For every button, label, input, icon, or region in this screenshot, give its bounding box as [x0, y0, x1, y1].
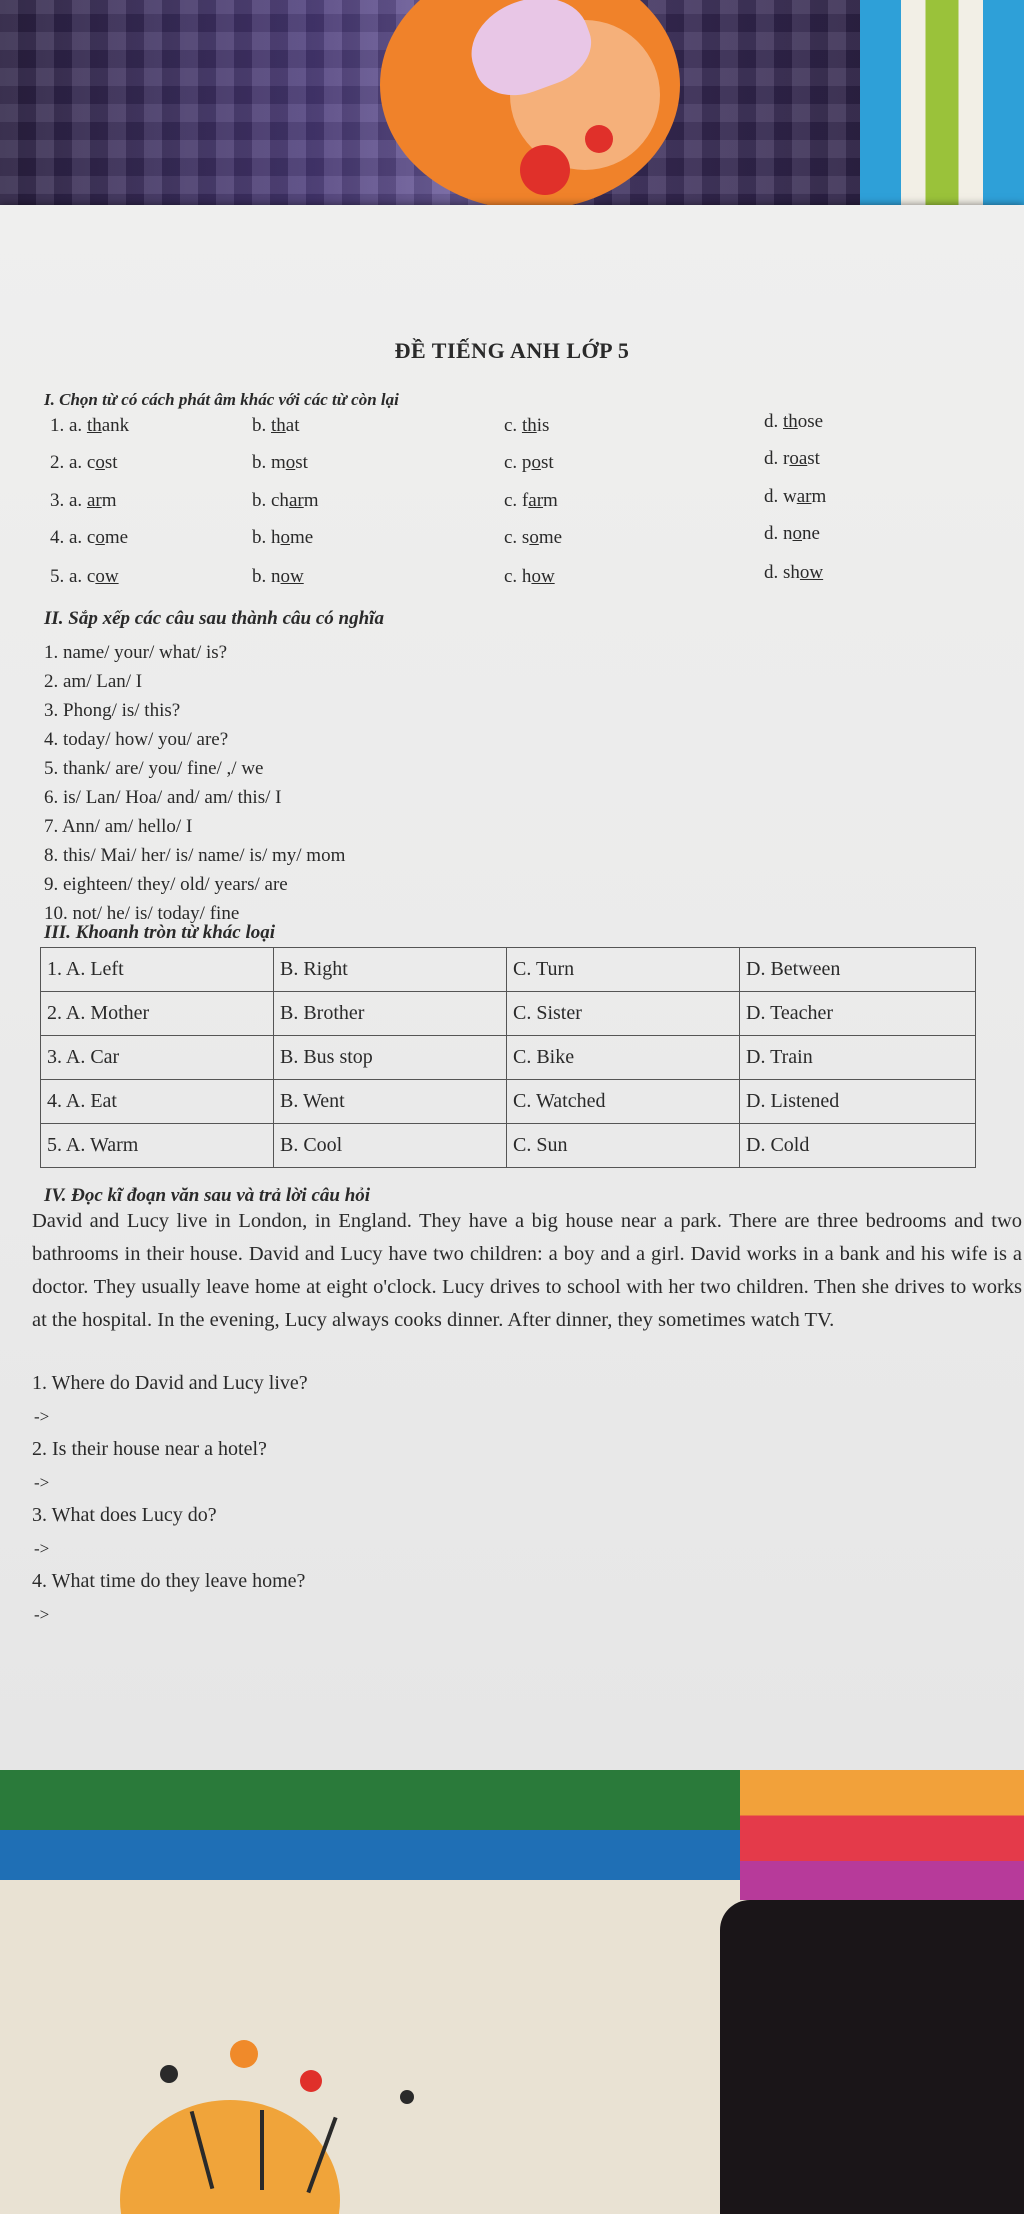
question: 3. What does Lucy do?	[32, 1504, 217, 1526]
odd-one-out-table	[40, 947, 976, 1168]
underlined-sound: ar	[86, 490, 102, 511]
option-text: c. s	[504, 527, 530, 548]
option-text: b.	[252, 415, 271, 436]
underlined-sound: o	[792, 523, 802, 544]
table-cell: C. Sun	[507, 1124, 740, 1168]
list-item: 9. eighteen/ they/ old/ years/ are	[44, 874, 288, 895]
option-text: 5. a. c	[50, 566, 96, 587]
option-text: c. h	[504, 566, 532, 587]
option-2-c	[504, 452, 554, 474]
underlined-sound: o	[95, 452, 105, 473]
underlined-sound: ar	[796, 486, 812, 507]
option-text: c.	[504, 415, 522, 436]
option-text: m	[303, 490, 319, 511]
underlined-sound: ow	[531, 566, 555, 587]
underlined-sound: th	[271, 415, 286, 436]
underlined-sound: o	[285, 452, 296, 473]
option-5-d	[764, 562, 823, 584]
decor-dot	[400, 2090, 414, 2104]
option-text: d. r	[764, 448, 790, 469]
answer-arrow: ->	[34, 1539, 50, 1558]
option-text: ank	[101, 415, 130, 436]
table-row	[41, 1124, 976, 1168]
reading-passage: David and Lucy live in London, in England. They have a big house near a park. There are three bedrooms and two bathrooms in their house. David and Lucy have two children: a boy and a girl. David works in a bank and his wife is a doctor. They usually leave home at eight o'clock. Lucy drives to school with her two children. Then she drives to works at the hospital. In the evening, Lucy always cooks dinner. After dinner, they sometimes watch TV.	[32, 1210, 1022, 1331]
section-1-heading: I. Chọn từ có cách phát âm khác với các từ còn lại	[44, 390, 399, 409]
cartoon-cheek-dot	[520, 145, 570, 195]
option-3-a	[50, 490, 116, 512]
option-2-d	[764, 448, 820, 470]
list-item: 3. Phong/ is/ this?	[44, 700, 181, 721]
option-1-a	[50, 415, 129, 437]
option-3-b	[252, 490, 318, 512]
option-text: at	[285, 415, 300, 436]
rainbow-stripes	[740, 1770, 1024, 1900]
table-cell: D. Train	[740, 1036, 976, 1080]
underlined-sound: o	[95, 527, 105, 548]
list-item: 8. this/ Mai/ her/ is/ name/ is/ my/ mom	[44, 845, 346, 866]
option-1-c	[504, 415, 549, 437]
option-text: d. n	[764, 523, 793, 544]
option-3-c	[504, 490, 558, 512]
option-text: 3. a.	[50, 490, 87, 511]
option-text: 4. a. c	[50, 527, 96, 548]
answer-arrow: ->	[34, 1605, 50, 1624]
option-3-d	[764, 486, 826, 508]
option-text: d. sh	[764, 562, 800, 583]
table-cell: C. Bike	[507, 1036, 740, 1080]
table-cell: 1. A. Left	[41, 948, 274, 992]
table-cell: C. Sister	[507, 992, 740, 1036]
question-list	[32, 1367, 308, 1631]
underlined-sound: o	[531, 452, 541, 473]
option-text: st	[104, 452, 118, 473]
background-fabric-top	[0, 0, 1024, 230]
option-text: 2. a. c	[50, 452, 96, 473]
underlined-sound: ow	[95, 566, 119, 587]
sun-ray	[260, 2110, 264, 2190]
section-2-heading: II. Sắp xếp các câu sau thành câu có nghĩa	[44, 608, 384, 629]
underlined-sound: ar	[288, 490, 304, 511]
option-5-a	[50, 566, 119, 588]
option-text: is	[536, 415, 550, 436]
option-text: me	[538, 527, 563, 548]
option-5-c	[504, 566, 555, 588]
page-title: ĐỀ TIẾNG ANH LỚP 5	[394, 338, 630, 363]
option-text: me	[290, 527, 314, 548]
decor-dot	[230, 2040, 258, 2068]
background-mat-bottom	[0, 1770, 1024, 2214]
option-4-b	[252, 527, 313, 549]
section-3-heading: III. Khoanh tròn từ khác loại	[44, 922, 276, 943]
underlined-sound: o	[280, 527, 290, 548]
option-1-d	[764, 411, 823, 433]
table-cell: D. Teacher	[740, 992, 976, 1036]
sun-drawing	[120, 2100, 340, 2214]
underlined-sound: o	[529, 527, 539, 548]
table-cell: 2. A. Mother	[41, 992, 274, 1036]
option-2-a	[50, 452, 118, 474]
option-text: b. ch	[252, 490, 289, 511]
table-cell: D. Between	[740, 948, 976, 992]
worksheet-paper	[0, 205, 1024, 1783]
table-cell: C. Turn	[507, 948, 740, 992]
option-text: m	[101, 490, 117, 511]
dark-cloth	[720, 1900, 1024, 2214]
option-text: st	[540, 452, 554, 473]
table-cell: D. Listened	[740, 1080, 976, 1124]
option-text: c. f	[504, 490, 529, 511]
option-text: me	[104, 527, 129, 548]
table-cell: B. Bus stop	[274, 1036, 507, 1080]
striped-fabric	[860, 0, 1024, 230]
option-text: st	[295, 452, 308, 473]
option-text: 1. a.	[50, 415, 87, 436]
option-text: ne	[802, 523, 820, 544]
underlined-sound: th	[783, 411, 798, 432]
underlined-sound: ar	[528, 490, 544, 511]
option-text: ose	[797, 411, 824, 432]
question: 1. Where do David and Lucy live?	[32, 1372, 308, 1394]
option-text: b. n	[252, 566, 281, 587]
table-row	[41, 992, 976, 1036]
cartoon-cheek-dot	[585, 125, 613, 153]
table-cell: 5. A. Warm	[41, 1124, 274, 1168]
underlined-sound: ow	[799, 562, 824, 583]
option-4-d	[764, 523, 820, 545]
option-5-b	[252, 566, 304, 588]
option-text: m	[543, 490, 558, 511]
list-item: 4. today/ how/ you/ are?	[44, 729, 229, 750]
table-cell: D. Cold	[740, 1124, 976, 1168]
table-cell: 4. A. Eat	[41, 1080, 274, 1124]
table-row	[41, 1080, 976, 1124]
underlined-sound: ow	[280, 566, 304, 587]
list-item: 6. is/ Lan/ Hoa/ and/ am/ this/ I	[44, 787, 282, 808]
question: 4. What time do they leave home?	[32, 1570, 306, 1592]
list-item: 5. thank/ are/ you/ fine/ ,/ we	[44, 758, 264, 779]
question: 2. Is their house near a hotel?	[32, 1438, 267, 1460]
option-text: b. m	[252, 452, 286, 473]
table-cell: B. Right	[274, 948, 507, 992]
underlined-sound: oa	[789, 448, 808, 469]
underlined-sound: th	[86, 415, 102, 436]
answer-arrow: ->	[34, 1407, 50, 1426]
option-text: b. h	[252, 527, 281, 548]
table-row	[41, 1036, 976, 1080]
table-row	[41, 948, 976, 992]
option-text: st	[807, 448, 820, 469]
answer-arrow: ->	[34, 1473, 50, 1492]
option-text: d.	[764, 411, 783, 432]
option-1-b	[252, 415, 300, 437]
list-item: 2. am/ Lan/ I	[44, 671, 143, 692]
list-item: 7. Ann/ am/ hello/ I	[44, 816, 193, 837]
table-cell: C. Watched	[507, 1080, 740, 1124]
underlined-sound: th	[521, 415, 537, 436]
section-4-heading: IV. Đọc kĩ đoạn văn sau và trả lời câu hỏi	[44, 1185, 371, 1206]
decor-dot	[160, 2065, 178, 2083]
section-2-list	[44, 638, 345, 928]
decor-dot	[300, 2070, 322, 2092]
option-text: c. p	[504, 452, 532, 473]
table-cell: 3. A. Car	[41, 1036, 274, 1080]
option-text: d. w	[764, 486, 797, 507]
option-4-a	[50, 527, 128, 549]
option-4-c	[504, 527, 562, 549]
option-2-b	[252, 452, 308, 474]
list-item: 10. not/ he/ is/ today/ fine	[44, 903, 240, 924]
table-cell: B. Brother	[274, 992, 507, 1036]
table-cell: B. Went	[274, 1080, 507, 1124]
option-text: m	[811, 486, 827, 507]
table-cell: B. Cool	[274, 1124, 507, 1168]
list-item: 1. name/ your/ what/ is?	[44, 642, 228, 663]
